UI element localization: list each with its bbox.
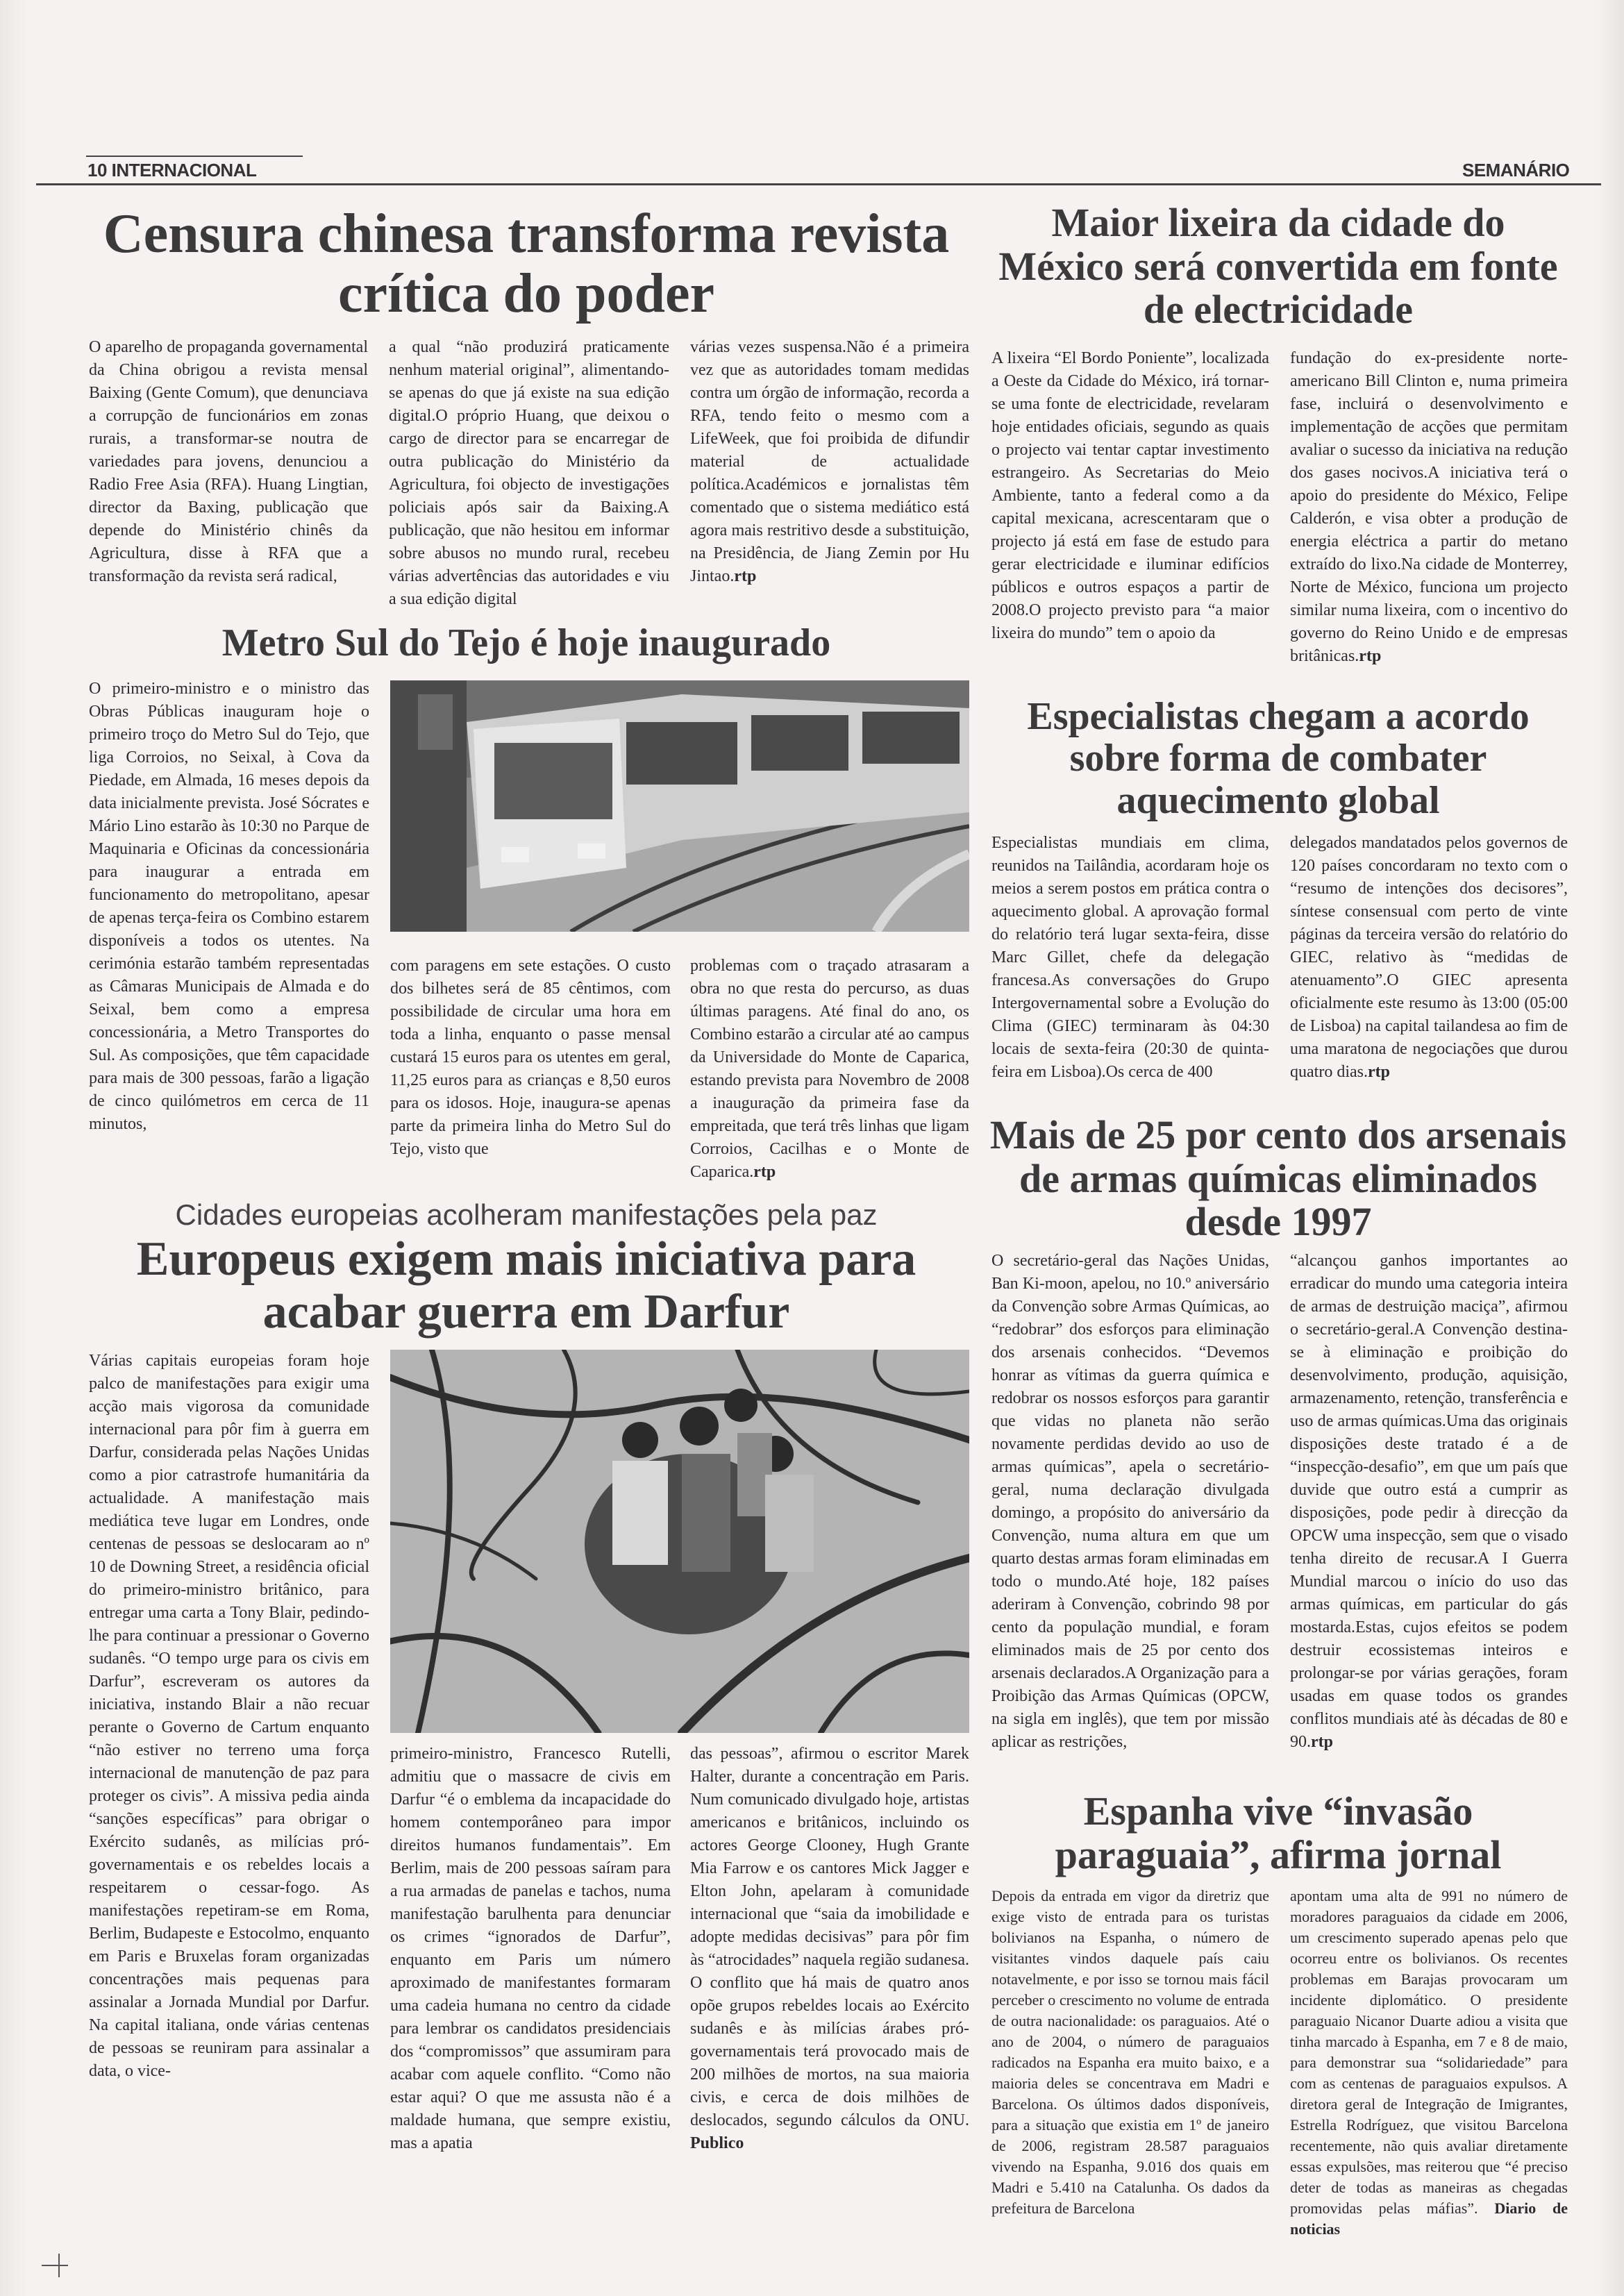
armas-text-1: O secretário-geral das Nações Unidas, Ban Ki-moon, apelou, no 10.º aniversário da Convenção sobre Armas Químicas, ao “redobrar” dos esforços para eliminação dos arsenais conhecidos. “Devemos honrar as vítimas da guerra química e redobrar os nossos esforços para garantir que vidas no planeta não serão novamente perdidas devido ao uso de armas químicas”, apela o secretário-geral, numa declaração divulgada domingo, a propósito do aniversário da Convenção, numa altura em que um quarto destas armas foram eliminadas em todo o mundo.Até hoje, 182 países aderiram à Convenção, cobrindo 98 por cento da população mundial, e foram eliminados mais de 25 por cento dos arsenais declarados.A Organização para a Proibição das Armas Químicas (OPCW, na sigla em inglês), que tem por missão aplicar as restrições,: [991, 1252, 1269, 1751]
lixeira-text-2: fundação do ex-presidente norte-americano Bill Clinton e, numa primeira fase, incluirá o desenvolvimento e implementação de acções que permitam avaliar o sucesso da iniciativa na redução dos gases nocivos.A iniciativa terá o apoio do presidente do México, Felipe Calderón, e visa obter a produção de energia eléctrica a partir do metano extraído do lixo.Na cidade de Monterrey, Norte de México, funciona um projecto similar numa lixeira, com o incentivo do governo do Reino Unido e de empresas britânicas.: [1290, 349, 1568, 665]
censura-text-1: O aparelho de propaganda governamental da China obrigou a revista mensal Baixing (Gente Comum), que denunciava a corrupção de funcionários em zonas rurais, a transformar-se noutra de variedades para jovens, denunciou a Radio Free Asia (RFA). Huang Lingtian, director da Baxing, publicação que depende do Ministério chinês da Agricultura, disse à RFA que a transformação da revista será radical,: [89, 338, 368, 585]
darfur-headline: Europeus exigem mais iniciativa para acabar guerra em Darfur: [136, 1232, 916, 1339]
metro-text-2: com paragens em sete estações. O custo dos bilhetes será de 85 cêntimos, com possibilidade de circular uma hora em toda a linha, enquanto o passe mensal custará 15 euros para os utentes em geral, 11,25 euros para as crianças e 8,50 euros para os idosos. Hoje, inaugura-se apenas parte da primeira linha do Metro Sul do Tejo, visto que: [390, 957, 671, 1158]
metro-col-2: [390, 955, 671, 1161]
espanha-text-2: apontam uma alta de 991 no número de moradores paraguaios da cidade em 2006, um crescimento superado apenas pelo que ocorreu entre os bolivianos. Os recentes problemas em Barajas provocaram um incidente diplomático. O presidente paraguaio Nicanor Duarte adiou a visita que tinha marcado à Espanha, em 7 e 8 de maio, para demonstrar sua “solidariedade” para com as centenas de paraguaios expulsos. A diretora geral de Integração de Imigrantes, Estrella Rodríguez, que visitou Barcelona recentemente, não quis avaliar diretamente essas expulsões, mas reiterou que “é preciso deter de todas as maneiras as chegadas promovidas pelas máfias”.: [1290, 1887, 1568, 2217]
darfur-col-1: [89, 1350, 369, 2083]
armas-col-1: [991, 1250, 1269, 1754]
censura-col-3: [690, 336, 969, 588]
section-underline: [86, 156, 303, 157]
lixeira-headline: Maior lixeira da cidade do México será convertida em fonte de electricidade: [998, 200, 1558, 333]
lixeira-col-2: [1290, 347, 1568, 668]
espanha-col-2: [1290, 1886, 1568, 2240]
metro-photo: [390, 680, 969, 932]
censura-text-2: a qual “não produzirá praticamente nenhum material original”, alimentando-se apenas do que já existe na sua edição digital.O próprio Huang, que deixou o cargo de director para se encarregar de outra publicação do Ministério da Agricultura, foi objecto de investigações policiais após sair da Baixing.A publicação, que não hesitou em informar sobre abusos no mundo rural, recebeu várias advertências das autoridades e viu a sua edição digital: [389, 338, 669, 608]
censura-text-3: várias vezes suspensa.Não é a primeira vez que as autoridades tomam medidas contra um órgão de informação, recorda a RFA, tendo feito o mesmo com a LifeWeek, que foi proibida de difundir material de actualidade política.Académicos e jornalistas têm comentado que o sistema mediático está agora mais restritivo desde a substituição, na Presidência, de Jiang Zemin por Hu Jintao.: [690, 338, 969, 585]
crop-mark-v: [58, 2254, 60, 2277]
espanha-signature: Diario de noticias: [1290, 2199, 1568, 2238]
metro-col-3: [690, 955, 969, 1184]
section-label: 10 INTERNACIONAL: [87, 160, 257, 181]
censura-col-2: [389, 336, 669, 611]
armas-headline: Mais de 25 por cento dos arsenais de armas químicas eliminados desde 1997: [989, 1112, 1567, 1245]
censura-signature: rtp: [734, 567, 757, 585]
armas-text-2: “alcançou ganhos importantes ao erradicar do mundo uma categoria inteira de armas de destruição maciça”, afirmou o secretário-geral.A Convenção destina-se à eliminação e proibição do desenvolvimento, produção, aquisição, armazenamento, retenção, transferência e uso de armas químicas.Uma das originais disposições deste tratado é a de “inspecção-desafio”, em que um país que duvide que outro está a cumprir as disposições, pode pedir à direcção da OPCW uma inspecção, sem que o visado tenha direito de recusar.A I Guerra Mundial marcou o início do uso das armas químicas, em particular do gás mostarda.Estas, cujos efeitos se podem destruir ecossistemas inteiros e prolongar-se por várias gerações, foram usadas em quase todos os grandes conflitos mundiais até às décadas de 80 e 90.: [1290, 1252, 1568, 1751]
darfur-col-3: [690, 1743, 969, 2155]
espanha-col-1: [991, 1886, 1269, 2219]
metro-col-1: [89, 678, 369, 1136]
metro-headline: Metro Sul do Tejo é hoje inaugurado: [221, 621, 831, 664]
darfur-text-1: Várias capitais europeias foram hoje palco de manifestações para exigir uma acção mais vigorosa da comunidade internacional para pôr fim à guerra em Darfur, considerada pelas Nações Unidas como a pior catrastrofe humanitária da actualidade. A manifestação mais mediática teve lugar em Londres, onde centenas de pessoas se deslocaram ao nº 10 de Downing Street, a residência oficial do primeiro-ministro britânico, para entregar uma carta a Tony Blair, pedindo-lhe para continuar a pressionar o Governo sudanês. “O tempo urge para os civis em Darfur”, escreveram os autores da iniciativa, instando Blair a não recuar perante o Governo de Cartum enquanto “não estiver no terreno uma força internacional de manutenção de paz para proteger os civis”. A missiva pedia ainda “sanções específicas” para obrigar o Exército sudanês, as milícias pró-governamentais e os rebeldes locais a respeitarem o cessar-fogo. As manifestações repetiram-se em Roma, Berlim, Budapeste e Estocolmo, enquanto em Paris e Bruxelas foram organizadas concentrações mais pequenas para assinalar a Jornada Mundial por Darfur. Na capital italiana, onde várias centenas de pessoas se reuniram para assinalar a data, o vice-: [89, 1352, 369, 2080]
censura-col-1: [89, 336, 368, 588]
darfur-kicker: Cidades europeias acolheram manifestações pela paz: [175, 1198, 878, 1231]
clima-col-2: [1290, 832, 1568, 1084]
tram-image: [390, 680, 969, 932]
darfur-col-2: [390, 1743, 671, 2155]
metro-text-1: O primeiro-ministro e o ministro das Obras Públicas inauguram hoje o primeiro troço do Metro Sul do Tejo, que liga Corroios, no Seixal, à Cova da Piedade, em Almada, 16 meses depois da data inicialmente prevista. José Sócrates e Mário Lino estarão às 10:30 no Parque de Maquinaria e Oficinas da concessionária para inaugurar a entrada em funcionamento do metropolitano, apesar de apenas terça-feira os Combino estarem disponíveis a todos os utentes. Na cerimónia estarão também representadas as Câmaras Municipais de Almada e do Seixal, bem como a empresa concessionária, a Metro Transportes do Sul. As composições, que têm capacidade para mais de 300 pessoas, farão a ligação de cinco quilómetros em cerca de 11 minutos,: [89, 680, 369, 1133]
armas-col-2: [1290, 1250, 1568, 1754]
metro-text-3: problemas com o traçado atrasaram a obra no que resta do percurso, as duas últimas paragens. Até final do ano, os Combino estarão a circular até ao campus da Universidade do Monte de Caparica, estando prevista para Novembro de 2008 a inauguração da primeira fase da empreitada, que terá três linhas que ligam Corroios, Cacilhas e o Monte de Caparica.: [690, 957, 969, 1181]
lixeira-signature: rtp: [1359, 647, 1382, 665]
clima-text-2: delegados mandatados pelos governos de 120 países concordaram no texto com o “resumo de intenções dos decisores”, síntese consensual com perto de vinte páginas da terceira versão do relatório do GIEC, relativo às “medidas de atenuamento”.O GIEC apresenta oficialmente este resumo às 13:00 (05:00 de Lisboa) na capital tailandesa ao fim de uma maratona de negociações que durou quatro dias.: [1290, 834, 1568, 1081]
darfur-text-2: primeiro-ministro, Francesco Rutelli, admitiu que o massacre de civis em Darfur “é o emblema da incapacidade do homem contemporâneo para impor direitos humanos fundamentais”. Em Berlim, mais de 200 pessoas saíram para a rua armadas de panelas e tachos, numa manifestação barulhenta para denunciar os crimes “ignorados de Darfur”, enquanto em Paris um número aproximado de manifestantes formaram uma cadeia humana no centro da cidade para lembrar os candidatos presidenciais dos “compromissos” que assumiram para acabar com aquele conflito. “Como não estar aqui? O que me assusta não é a maldade humana, que sempre existiu, mas a apatia: [390, 1745, 671, 2152]
censura-headline: Censura chinesa transforma revista crítica do poder: [103, 203, 950, 325]
clima-headline: Especialistas chegam a acordo sobre forma de combater aquecimento global: [1027, 695, 1530, 822]
paper-name: SEMANÁRIO: [1462, 160, 1570, 181]
crop-mark-h: [42, 2265, 68, 2266]
lixeira-text-1: A lixeira “El Bordo Poniente”, localizada a Oeste da Cidade do México, irá tornar-se uma fonte de electricidade, revelaram hoje entidades oficiais, segundo as quais o projecto vai tentar captar investimento estrangeiro. As Secretarias do Meio Ambiente, tanto a federal como a da capital mexicana, acrescentaram que o projecto já está em fase de estudo para gerar electricidade e iluminar edifícios públicos e outros espaços a partir de 2008.O projecto previsto para “a maior lixeira do mundo” tem o apoio da: [991, 349, 1269, 642]
header-rule: [36, 183, 1601, 185]
lixeira-col-1: [991, 347, 1269, 645]
clima-signature: rtp: [1367, 1063, 1390, 1081]
armas-signature: rtp: [1311, 1733, 1333, 1751]
children-image: [390, 1350, 969, 1733]
clima-text-1: Especialistas mundiais em clima, reunidos na Tailândia, acordaram hoje os meios a serem postos em prática contra o aquecimento global. A aprovação formal do relatório terá lugar sexta-feira, disse Marc Gillet, chefe da delegação francesa.As conversações do Grupo Intergovernamental sobre a Evolução do Clima (GIEC) terminaram às 04:30 locais de sexta-feira (20:30 de quinta-feira em Lisboa).Os cerca de 400: [991, 834, 1269, 1081]
metro-signature: rtp: [753, 1163, 776, 1181]
clima-col-1: [991, 832, 1269, 1084]
darfur-photo: [390, 1350, 969, 1733]
espanha-text-1: Depois da entrada em vigor da diretriz que exige visto de entrada para os turistas bolivianos na Espanha, o número de visitantes vindos daquele país caiu notavelmente, e por isso se tornou mais fácil perceber o crescimento no volume de entrada de outra nacionalidade: os paraguaios. Até o ano de 2004, o número de paraguaios radicados na Espanha era muito baixo, e a maioria deles se concentrava em Madri e Barcelona. Os últimos dados disponíveis, para a situação que existia em 1º de janeiro de 2006, registram 28.587 paraguaios vivendo na Espanha, 9.016 dos quais em Madri e 5.410 na Catalunha. Os dados da prefeitura de Barcelona: [991, 1887, 1269, 2217]
espanha-headline: Espanha vive “invasão paraguaia”, afirma jornal: [1055, 1788, 1502, 1877]
darfur-text-3: das pessoas”, afirmou o escritor Marek Halter, durante a concentração em Paris. Num comunicado divulgado hoje, artistas americanos e britânicos, incluindo os actores George Clooney, Hugh Grante Mia Farrow e os cantores Mick Jagger e Elton John, apelaram à comunidade internacional que “saia da imobilidade e adopte medidas decisivas” para pôr fim às “atrocidades” naquela região sudanesa. O conflito que há mais de quatro anos opõe grupos rebeldes locais ao Exército sudanês e às milícias árabes pró-governamentais terá provocado mais de 200 milhões de mortos, na sua maioria civis, e cerca de dois milhões de deslocados, segundo cálculos da ONU.: [690, 1745, 969, 2129]
darfur-signature: Publico: [690, 2134, 744, 2152]
